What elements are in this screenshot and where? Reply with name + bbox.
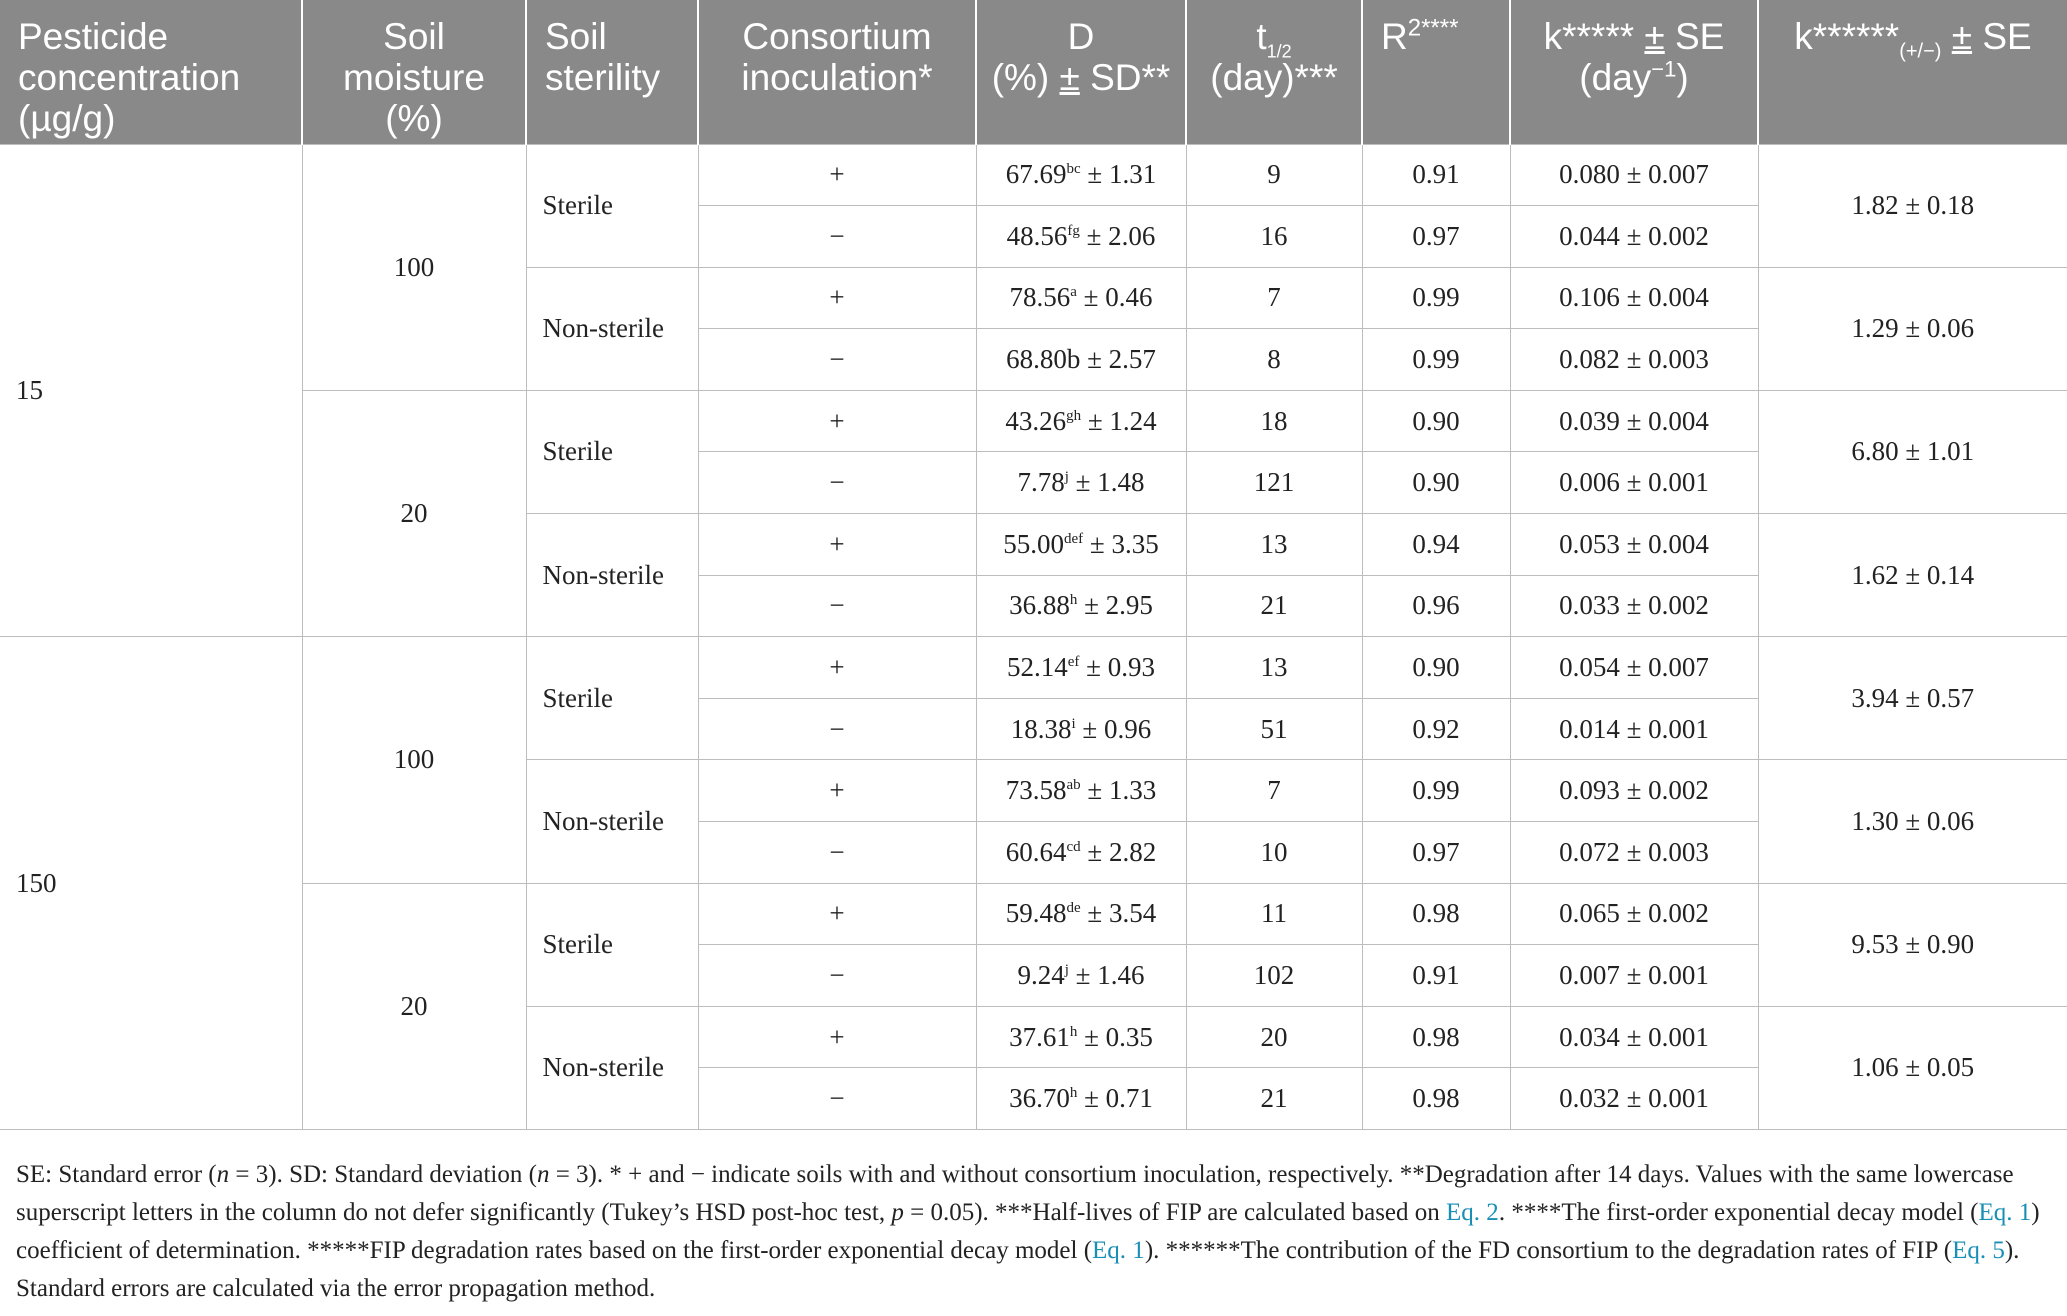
- cell-r-squared: 0.98: [1362, 1006, 1510, 1068]
- cell-degradation: [976, 329, 1186, 391]
- cell-degradation: [976, 945, 1186, 1007]
- cell-degradation: [976, 514, 1186, 576]
- cell-degradation: [976, 206, 1186, 268]
- cell-soil-sterility: Non-sterile: [526, 267, 698, 390]
- significance-letters: gh: [1066, 407, 1082, 424]
- significance-letters: def: [1064, 530, 1084, 547]
- significance-letters: cd: [1066, 838, 1081, 855]
- degradation-value: 67.69: [1005, 159, 1067, 190]
- cell-consortium-inoculation: −: [698, 1068, 976, 1130]
- degradation-value: 59.48: [1005, 898, 1067, 929]
- cell-half-life: 13: [1186, 514, 1362, 576]
- cell-consortium-inoculation: −: [698, 452, 976, 514]
- cell-consortium-inoculation: +: [698, 637, 976, 699]
- degradation-value: 60.64: [1005, 836, 1067, 867]
- cell-degradation: [976, 883, 1186, 945]
- cell-consortium-inoculation: −: [698, 329, 976, 391]
- cell-half-life: 13: [1186, 637, 1362, 699]
- cell-degradation: [976, 575, 1186, 637]
- degradation-value: 78.56: [1009, 282, 1071, 313]
- cell-rate-constant: 0.033 ± 0.002: [1510, 575, 1758, 637]
- degradation-sd: ± 2.06: [1079, 220, 1156, 251]
- degradation-sd: ± 2.95: [1077, 590, 1153, 621]
- cell-rate-constant: 0.006 ± 0.001: [1510, 452, 1758, 514]
- degradation-sd: ± 2.82: [1080, 836, 1157, 867]
- degradation-value: 73.58: [1005, 775, 1067, 806]
- cell-rate-constant: 0.065 ± 0.002: [1510, 883, 1758, 945]
- degradation-value: 68.80b: [1006, 344, 1081, 375]
- cell-half-life: 9: [1186, 144, 1362, 206]
- cell-r-squared: 0.91: [1362, 144, 1510, 206]
- cell-soil-sterility: Non-sterile: [526, 760, 698, 883]
- cell-half-life: 21: [1186, 575, 1362, 637]
- cell-half-life: 51: [1186, 698, 1362, 760]
- cell-r-squared: 0.99: [1362, 267, 1510, 329]
- cell-half-life: 121: [1186, 452, 1362, 514]
- cell-half-life: 8: [1186, 329, 1362, 391]
- degradation-sd: ± 2.57: [1080, 344, 1156, 375]
- cell-rate-constant: 0.053 ± 0.004: [1510, 514, 1758, 576]
- degradation-value: 36.88: [1009, 590, 1070, 621]
- cell-degradation: [976, 822, 1186, 884]
- degradation-sd: ± 1.46: [1068, 960, 1145, 991]
- degradation-sd: ± 1.31: [1080, 159, 1157, 190]
- cell-degradation: [976, 698, 1186, 760]
- cell-soil-sterility: Sterile: [526, 883, 698, 1006]
- significance-letters: de: [1066, 900, 1081, 917]
- cell-consortium-inoculation: −: [698, 822, 976, 884]
- cell-r-squared: 0.97: [1362, 206, 1510, 268]
- significance-letters: h: [1069, 592, 1078, 609]
- degradation-sd: ± 1.33: [1080, 775, 1157, 806]
- cell-pesticide-concentration: 15: [0, 144, 302, 637]
- header-half-life: $t_{1/2}$ (day)***: [1186, 0, 1362, 144]
- cell-r-squared: 0.92: [1362, 698, 1510, 760]
- equation-2-link[interactable]: Eq. 2: [1446, 1199, 1499, 1226]
- header-consortium-contribution: $k******_{(+/-)}$ ± SE: [1758, 0, 2067, 144]
- degradation-sd: ± 0.35: [1077, 1021, 1153, 1052]
- cell-r-squared: 0.98: [1362, 1068, 1510, 1130]
- cell-consortium-inoculation: +: [698, 883, 976, 945]
- cell-degradation: [976, 1006, 1186, 1068]
- cell-consortium-contribution: 1.29 ± 0.06: [1758, 267, 2067, 390]
- cell-degradation: [976, 267, 1186, 329]
- significance-letters: ef: [1067, 654, 1080, 671]
- cell-half-life: 7: [1186, 267, 1362, 329]
- degradation-sd: ± 0.71: [1077, 1083, 1153, 1114]
- cell-half-life: 16: [1186, 206, 1362, 268]
- table-footnote: SE: Standard error (n = 3). SD: Standard deviation (n = 3). * + and − indicate soils with and without consortium inoculation, respectively. **Degradation after 14 days. Values with the same lowercase superscript letters in the column do not defer significantly (Tukey’s HSD post-hoc test, p = 0.05). ***Half-lives of FIP are calculated based on Eq. 2. ****The first-order exponential decay model (Eq. 1) coefficient of determination. *****FIP degradation rates based on the first-order exponential decay model (Eq. 1). ******The contribution of the FD consortium to the degradation rates of FIP (Eq. 5). Standard errors are calculated via the error propagation method.: [16, 1161, 2040, 1302]
- cell-r-squared: 0.90: [1362, 390, 1510, 452]
- table-header: [0, 0, 2067, 144]
- cell-consortium-inoculation: +: [698, 514, 976, 576]
- equation-1-link[interactable]: Eq. 1: [1092, 1237, 1145, 1264]
- cell-degradation: [976, 144, 1186, 206]
- table-body: [0, 144, 2067, 1130]
- cell-rate-constant: 0.039 ± 0.004: [1510, 390, 1758, 452]
- degradation-value: 18.38: [1010, 713, 1072, 744]
- degradation-sd: ± 1.48: [1068, 467, 1145, 498]
- cell-consortium-contribution: 9.53 ± 0.90: [1758, 883, 2067, 1006]
- cell-consortium-inoculation: +: [698, 760, 976, 822]
- cell-rate-constant: 0.054 ± 0.007: [1510, 637, 1758, 699]
- equation-5-link[interactable]: Eq. 5: [1952, 1237, 2005, 1264]
- cell-soil-sterility: Non-sterile: [526, 514, 698, 637]
- cell-consortium-inoculation: −: [698, 698, 976, 760]
- cell-r-squared: 0.90: [1362, 452, 1510, 514]
- cell-rate-constant: 0.032 ± 0.001: [1510, 1068, 1758, 1130]
- cell-soil-moisture: 20: [302, 883, 526, 1129]
- degradation-value: 36.70: [1009, 1083, 1070, 1114]
- degradation-sd: ± 1.24: [1081, 405, 1157, 436]
- degradation-value: 37.61: [1009, 1021, 1070, 1052]
- cell-soil-sterility: Sterile: [526, 144, 698, 267]
- significance-letters: h: [1069, 1085, 1078, 1102]
- cell-consortium-inoculation: +: [698, 1006, 976, 1068]
- cell-consortium-inoculation: −: [698, 945, 976, 1007]
- cell-degradation: [976, 390, 1186, 452]
- cell-pesticide-concentration: 150: [0, 637, 302, 1130]
- cell-consortium-contribution: 1.82 ± 0.18: [1758, 144, 2067, 267]
- cell-half-life: 102: [1186, 945, 1362, 1007]
- degradation-value: 43.26: [1005, 405, 1067, 436]
- cell-half-life: 18: [1186, 390, 1362, 452]
- cell-r-squared: 0.94: [1362, 514, 1510, 576]
- cell-r-squared: 0.91: [1362, 945, 1510, 1007]
- cell-rate-constant: 0.014 ± 0.001: [1510, 698, 1758, 760]
- cell-degradation: [976, 637, 1186, 699]
- cell-rate-constant: 0.106 ± 0.004: [1510, 267, 1758, 329]
- cell-half-life: 11: [1186, 883, 1362, 945]
- cell-soil-moisture: 100: [302, 144, 526, 390]
- cell-rate-constant: 0.034 ± 0.001: [1510, 1006, 1758, 1068]
- cell-rate-constant: 0.082 ± 0.003: [1510, 329, 1758, 391]
- table-row: [0, 637, 2067, 699]
- significance-letters: a: [1070, 284, 1077, 301]
- header-rate-constant: k***** ± SE (day$^{-1}$): [1510, 0, 1758, 144]
- cell-r-squared: 0.98: [1362, 883, 1510, 945]
- degradation-value: 7.78: [1017, 467, 1065, 498]
- cell-rate-constant: 0.080 ± 0.007: [1510, 144, 1758, 206]
- cell-consortium-contribution: 1.62 ± 0.14: [1758, 514, 2067, 637]
- cell-r-squared: 0.90: [1362, 637, 1510, 699]
- cell-rate-constant: 0.044 ± 0.002: [1510, 206, 1758, 268]
- degradation-sd: ± 0.46: [1076, 282, 1153, 313]
- degradation-value: 9.24: [1017, 960, 1065, 991]
- cell-half-life: 7: [1186, 760, 1362, 822]
- degradation-value: 48.56: [1006, 220, 1068, 251]
- header-soil-sterility: Soil sterility: [526, 0, 698, 144]
- cell-consortium-inoculation: −: [698, 575, 976, 637]
- table-row: [0, 390, 2067, 452]
- cell-rate-constant: 0.007 ± 0.001: [1510, 945, 1758, 1007]
- cell-r-squared: 0.96: [1362, 575, 1510, 637]
- header-consortium-inoculation: Consortium inoculation*: [698, 0, 976, 144]
- table-row: [0, 144, 2067, 206]
- cell-consortium-inoculation: +: [698, 144, 976, 206]
- cell-half-life: 20: [1186, 1006, 1362, 1068]
- cell-degradation: [976, 452, 1186, 514]
- cell-consortium-contribution: 1.06 ± 0.05: [1758, 1006, 2067, 1129]
- cell-consortium-contribution: 6.80 ± 1.01: [1758, 390, 2067, 513]
- degradation-sd: ± 0.93: [1079, 652, 1155, 683]
- degradation-sd: ± 0.96: [1075, 713, 1152, 744]
- significance-letters: bc: [1066, 161, 1081, 178]
- cell-degradation: [976, 1068, 1186, 1130]
- cell-degradation: [976, 760, 1186, 822]
- significance-letters: ab: [1066, 777, 1081, 794]
- cell-soil-sterility: Sterile: [526, 390, 698, 513]
- table-row: [0, 883, 2067, 945]
- degradation-value: 55.00: [1003, 528, 1064, 559]
- header-soil-moisture: Soil moisture (%): [302, 0, 526, 144]
- cell-soil-moisture: 20: [302, 390, 526, 636]
- cell-r-squared: 0.99: [1362, 760, 1510, 822]
- cell-soil-sterility: Sterile: [526, 637, 698, 760]
- cell-consortium-contribution: 1.30 ± 0.06: [1758, 760, 2067, 883]
- cell-rate-constant: 0.093 ± 0.002: [1510, 760, 1758, 822]
- significance-letters: h: [1069, 1023, 1078, 1040]
- significance-letters: j: [1064, 469, 1069, 486]
- cell-consortium-inoculation: +: [698, 267, 976, 329]
- significance-letters: fg: [1067, 222, 1080, 239]
- significance-letters: j: [1064, 962, 1069, 979]
- degradation-sd: ± 3.54: [1080, 898, 1157, 929]
- header-r-squared: $R^{2****}$: [1362, 0, 1510, 144]
- cell-half-life: 21: [1186, 1068, 1362, 1130]
- cell-rate-constant: 0.072 ± 0.003: [1510, 822, 1758, 884]
- cell-consortium-inoculation: −: [698, 206, 976, 268]
- cell-r-squared: 0.97: [1362, 822, 1510, 884]
- equation-1-link[interactable]: Eq. 1: [1978, 1199, 2032, 1226]
- header-pesticide-concentration: Pesticide concentration (µg/g): [0, 0, 302, 144]
- cell-soil-moisture: 100: [302, 637, 526, 883]
- cell-half-life: 10: [1186, 822, 1362, 884]
- cell-soil-sterility: Non-sterile: [526, 1006, 698, 1129]
- header-degradation: D (%) ± SD**: [976, 0, 1186, 144]
- significance-letters: i: [1071, 715, 1076, 732]
- degradation-sd: ± 3.35: [1083, 528, 1159, 559]
- cell-r-squared: 0.99: [1362, 329, 1510, 391]
- degradation-value: 52.14: [1007, 652, 1068, 683]
- cell-consortium-contribution: 3.94 ± 0.57: [1758, 637, 2067, 760]
- cell-consortium-inoculation: +: [698, 390, 976, 452]
